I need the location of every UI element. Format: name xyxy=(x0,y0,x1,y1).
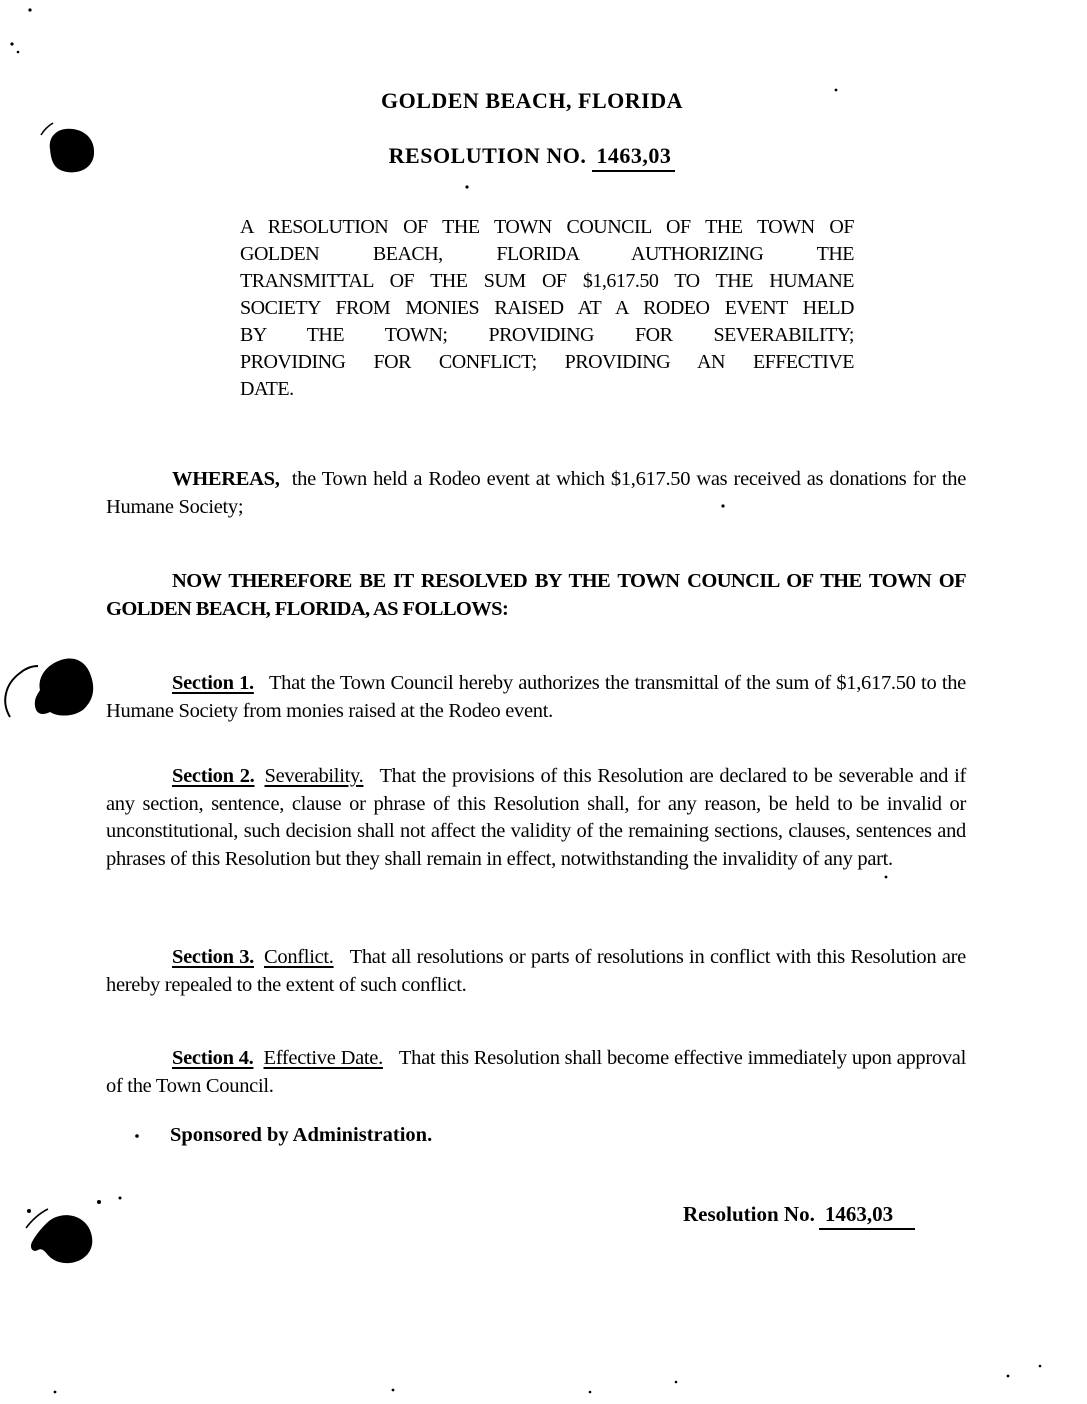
section-3-body: That all resolutions or parts of resolutions in conflict with this Resolution are hereby repealed to the extent of such conflict. xyxy=(106,946,966,996)
section-2-subtitle: Severability. xyxy=(264,765,364,787)
section-3-label: Section 3. xyxy=(172,946,254,968)
preamble-line: A RESOLUTION OF THE TOWN COUNCIL OF THE TOWN OF xyxy=(240,216,854,238)
preamble-line: GOLDEN BEACH, FLORIDA AUTHORIZING THE xyxy=(240,243,854,265)
section-3-subtitle: Conflict. xyxy=(264,946,334,968)
ink-blot-icon xyxy=(35,658,93,715)
resolution-number-value: 1463,03 xyxy=(592,143,675,172)
scan-speck xyxy=(1007,1375,1010,1378)
section-4-body: That this Resolution shall become effective immediately upon approval of the Town Council. xyxy=(106,1047,966,1097)
whereas-paragraph xyxy=(106,466,966,521)
footer-resolution-label: Resolution No. xyxy=(683,1202,815,1226)
preamble-line: TRANSMITTAL OF THE SUM OF $1,617.50 TO THE HUMANE xyxy=(240,270,854,292)
scan-speck xyxy=(885,876,888,879)
scan-speck xyxy=(135,1134,139,1138)
section-1-paragraph xyxy=(106,670,966,725)
resolution-number-heading xyxy=(0,143,1064,172)
preamble-line: PROVIDING FOR CONFLICT; PROVIDING AN EFFECTIVE xyxy=(240,351,854,373)
scan-speck xyxy=(27,1209,31,1213)
scan-speck xyxy=(119,1197,122,1200)
scan-speck xyxy=(28,8,31,11)
footer-resolution-value: 1463,03 xyxy=(819,1202,915,1230)
scan-speck xyxy=(675,1381,678,1384)
ink-blot-fleck-icon xyxy=(41,123,53,135)
scan-speck xyxy=(465,185,468,188)
whereas-body: the Town held a Rodeo event at which $1,617.50 was received as donations for the Humane Society; xyxy=(106,468,966,518)
sponsor-line: Sponsored by Administration. xyxy=(170,1124,433,1146)
preamble-line: DATE. xyxy=(240,378,294,400)
section-2-paragraph xyxy=(106,763,966,873)
scan-speck xyxy=(54,1391,57,1394)
whereas-lead: WHEREAS, xyxy=(172,468,280,490)
section-3-paragraph xyxy=(106,944,966,999)
section-2-label: Section 2. xyxy=(172,765,255,787)
resolved-clause: NOW THEREFORE BE IT RESOLVED BY THE TOWN COUNCIL OF THE TOWN OF GOLDEN BEACH, FLORIDA, AS FOLLOWS: xyxy=(106,570,966,620)
section-4-subtitle: Effective Date. xyxy=(263,1047,383,1069)
scan-speck xyxy=(97,1200,101,1204)
scan-speck xyxy=(589,1391,592,1394)
scan-speck xyxy=(10,42,13,45)
section-4-label: Section 4. xyxy=(172,1047,254,1069)
resolution-number-prefix: RESOLUTION NO. xyxy=(388,143,587,168)
section-1-label: Section 1. xyxy=(172,672,254,694)
section-1-body: That the Town Council hereby authorizes the transmittal of the sum of $1,617.50 to the Humane Society from monies raised at the Rodeo event. xyxy=(106,672,966,722)
scan-speck xyxy=(1039,1365,1042,1368)
pen-stroke-icon xyxy=(5,666,38,717)
scan-speck xyxy=(17,51,20,54)
ink-blot-icon xyxy=(31,1215,92,1263)
footer-resolution-number xyxy=(683,1202,915,1230)
pen-scribble-icon xyxy=(26,1209,48,1228)
preamble-line: SOCIETY FROM MONIES RAISED AT A RODEO EVENT HELD xyxy=(240,297,854,319)
section-4-paragraph xyxy=(106,1045,966,1100)
document-title: GOLDEN BEACH, FLORIDA xyxy=(380,88,684,113)
scan-speck xyxy=(392,1389,395,1392)
resolution-preamble xyxy=(240,214,854,403)
preamble-line: BY THE TOWN; PROVIDING FOR SEVERABILITY; xyxy=(240,324,854,346)
section-2-body: That the provisions of this Resolution are declared to be severable and if any section, sentence, clause or phrase of this Resolution shall, for any reason, be held to be invalid or unconstitutional, such decision shall not affect the validity of the remaining sections, clauses, sentences and phrases of this Resolution but they shall remain in effect, notwithstanding the invalidity of any part. xyxy=(106,765,966,870)
